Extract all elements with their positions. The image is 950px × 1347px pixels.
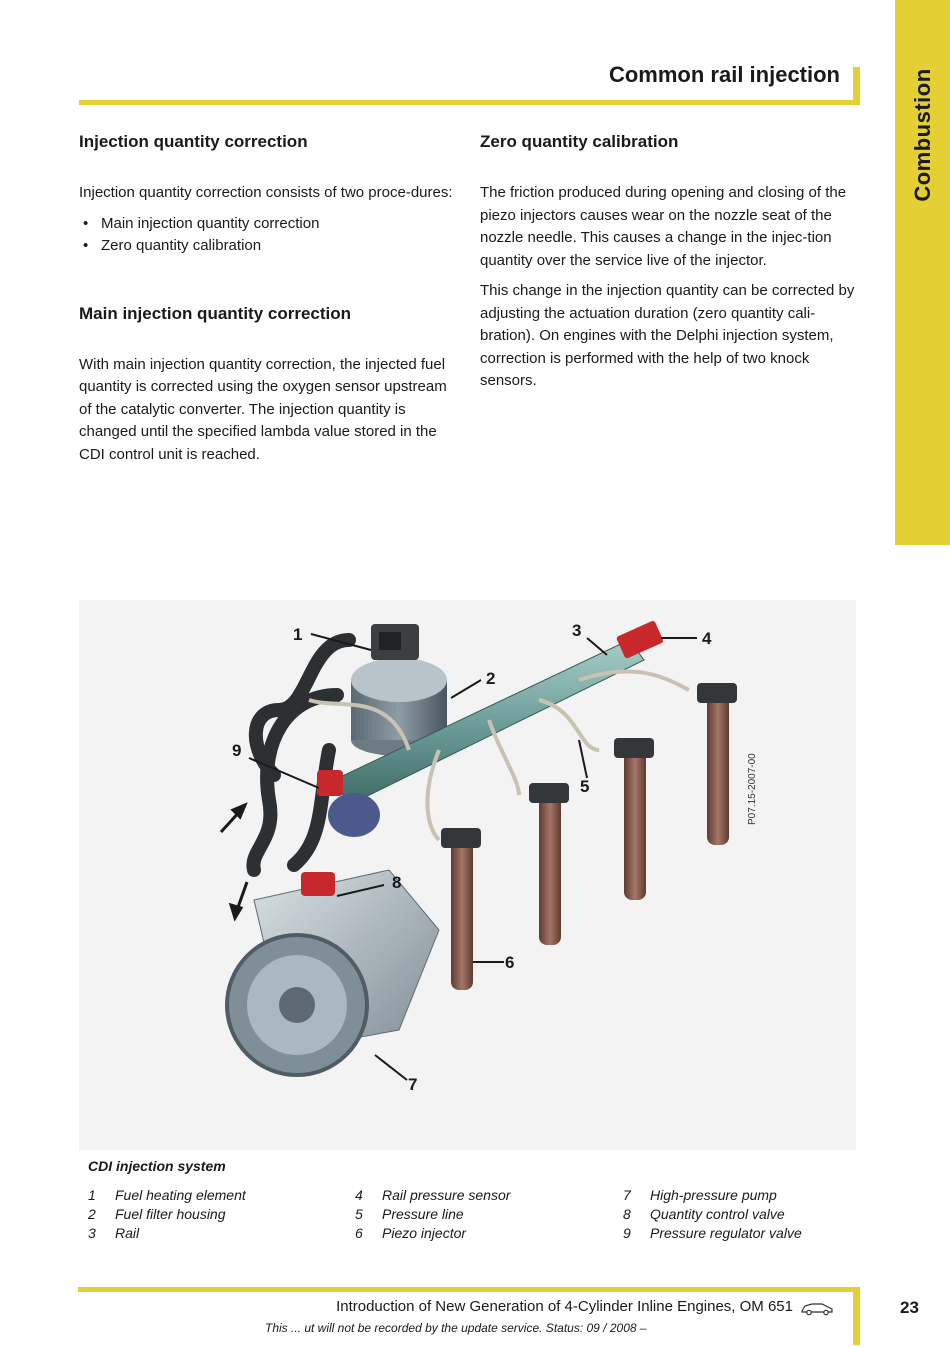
legend-item: 7 High-pressure pump xyxy=(623,1187,777,1203)
left-column xyxy=(79,130,459,474)
list-item: • Main injection quantity correction xyxy=(79,213,459,236)
zero-calibration-paragraph-2: This change in the injection quantity can be corrected by adjusting the actuation duration (zero quantity cali-bration). On engines with the Delphi injection system, correction is performed with the help of two knock sensors. xyxy=(480,282,855,389)
car-icon xyxy=(800,1300,834,1316)
footer-rule-tick xyxy=(853,1287,860,1345)
footer-rule xyxy=(78,1287,859,1292)
fuel-hoses xyxy=(253,640,349,870)
right-column xyxy=(480,130,860,401)
legend-item: 5 Pressure line xyxy=(355,1206,464,1222)
flow-arrows xyxy=(221,805,247,918)
side-tab-label-box xyxy=(895,0,950,270)
callout-1: 1 xyxy=(293,625,303,644)
page-title: Common rail injection xyxy=(608,62,840,87)
callout-2: 2 xyxy=(486,669,496,688)
figure-code: P07.15-2007-00 xyxy=(747,753,758,825)
legend-item: 6 Piezo injector xyxy=(355,1225,467,1241)
footer-status-note: This ... ut will not be recorded by the update service. Status: 09 / 2008 – xyxy=(265,1321,647,1335)
intro-paragraph: Injection quantity correction consists of two proce-dures: xyxy=(79,184,453,201)
figure-caption-title: CDI injection system xyxy=(88,1158,226,1174)
callout-6: 6 xyxy=(505,953,515,972)
callout-7: 7 xyxy=(408,1075,418,1094)
footer-document-title: Introduction of New Generation of 4-Cylinder Inline Engines, OM 651 xyxy=(336,1298,793,1315)
callout-8: 8 xyxy=(392,873,402,892)
zero-calibration-paragraph-1: The friction produced during opening and closing of the piezo injectors causes wear on the nozzle seat of the nozzle needle. This causes a change in the injec-tion quantity over the service live of the injector. xyxy=(480,184,847,269)
high-pressure-pump xyxy=(227,870,439,1075)
legend-item: 4 Rail pressure sensor xyxy=(355,1187,511,1203)
legend-item: 1 Fuel heating element xyxy=(88,1187,246,1203)
main-correction-paragraph: With main injection quantity correction, the injected fuel quantity is corrected using the oxygen sensor upstream of the catalytic converter. The injection quantity is changed until the specified lambda value stored in the CDI control unit is reached. xyxy=(79,355,447,463)
cdi-system-illustration xyxy=(79,600,856,1150)
cdi-system-figure xyxy=(79,600,856,1150)
page-number: 23 xyxy=(900,1298,919,1317)
callout-4: 4 xyxy=(702,629,712,648)
legend-item: 2 Fuel filter housing xyxy=(88,1206,226,1222)
heading-zero-quantity-calibration: Zero quantity calibration xyxy=(480,132,679,151)
heading-main-injection-quantity-correction: Main injection quantity correction xyxy=(79,303,352,323)
legend-item: 8 Quantity control valve xyxy=(623,1206,785,1222)
header-rule xyxy=(79,100,860,105)
procedure-list xyxy=(79,213,459,258)
header-rule-tick xyxy=(853,67,860,105)
list-item: • Zero quantity calibration xyxy=(79,235,459,258)
legend-column xyxy=(623,1186,802,1243)
legend-item: 9 Pressure regulator valve xyxy=(623,1225,802,1241)
legend-item: 3 Rail xyxy=(88,1225,140,1241)
callout-5: 5 xyxy=(580,777,590,796)
fuel-heating-element xyxy=(371,624,419,660)
legend-column xyxy=(88,1186,246,1243)
callout-9: 9 xyxy=(232,741,242,760)
legend-column xyxy=(355,1186,510,1243)
heading-injection-quantity-correction: Injection quantity correction xyxy=(79,132,308,151)
side-tab-label: Combustion xyxy=(909,68,935,202)
callout-3: 3 xyxy=(572,621,582,640)
side-tab xyxy=(895,0,950,545)
